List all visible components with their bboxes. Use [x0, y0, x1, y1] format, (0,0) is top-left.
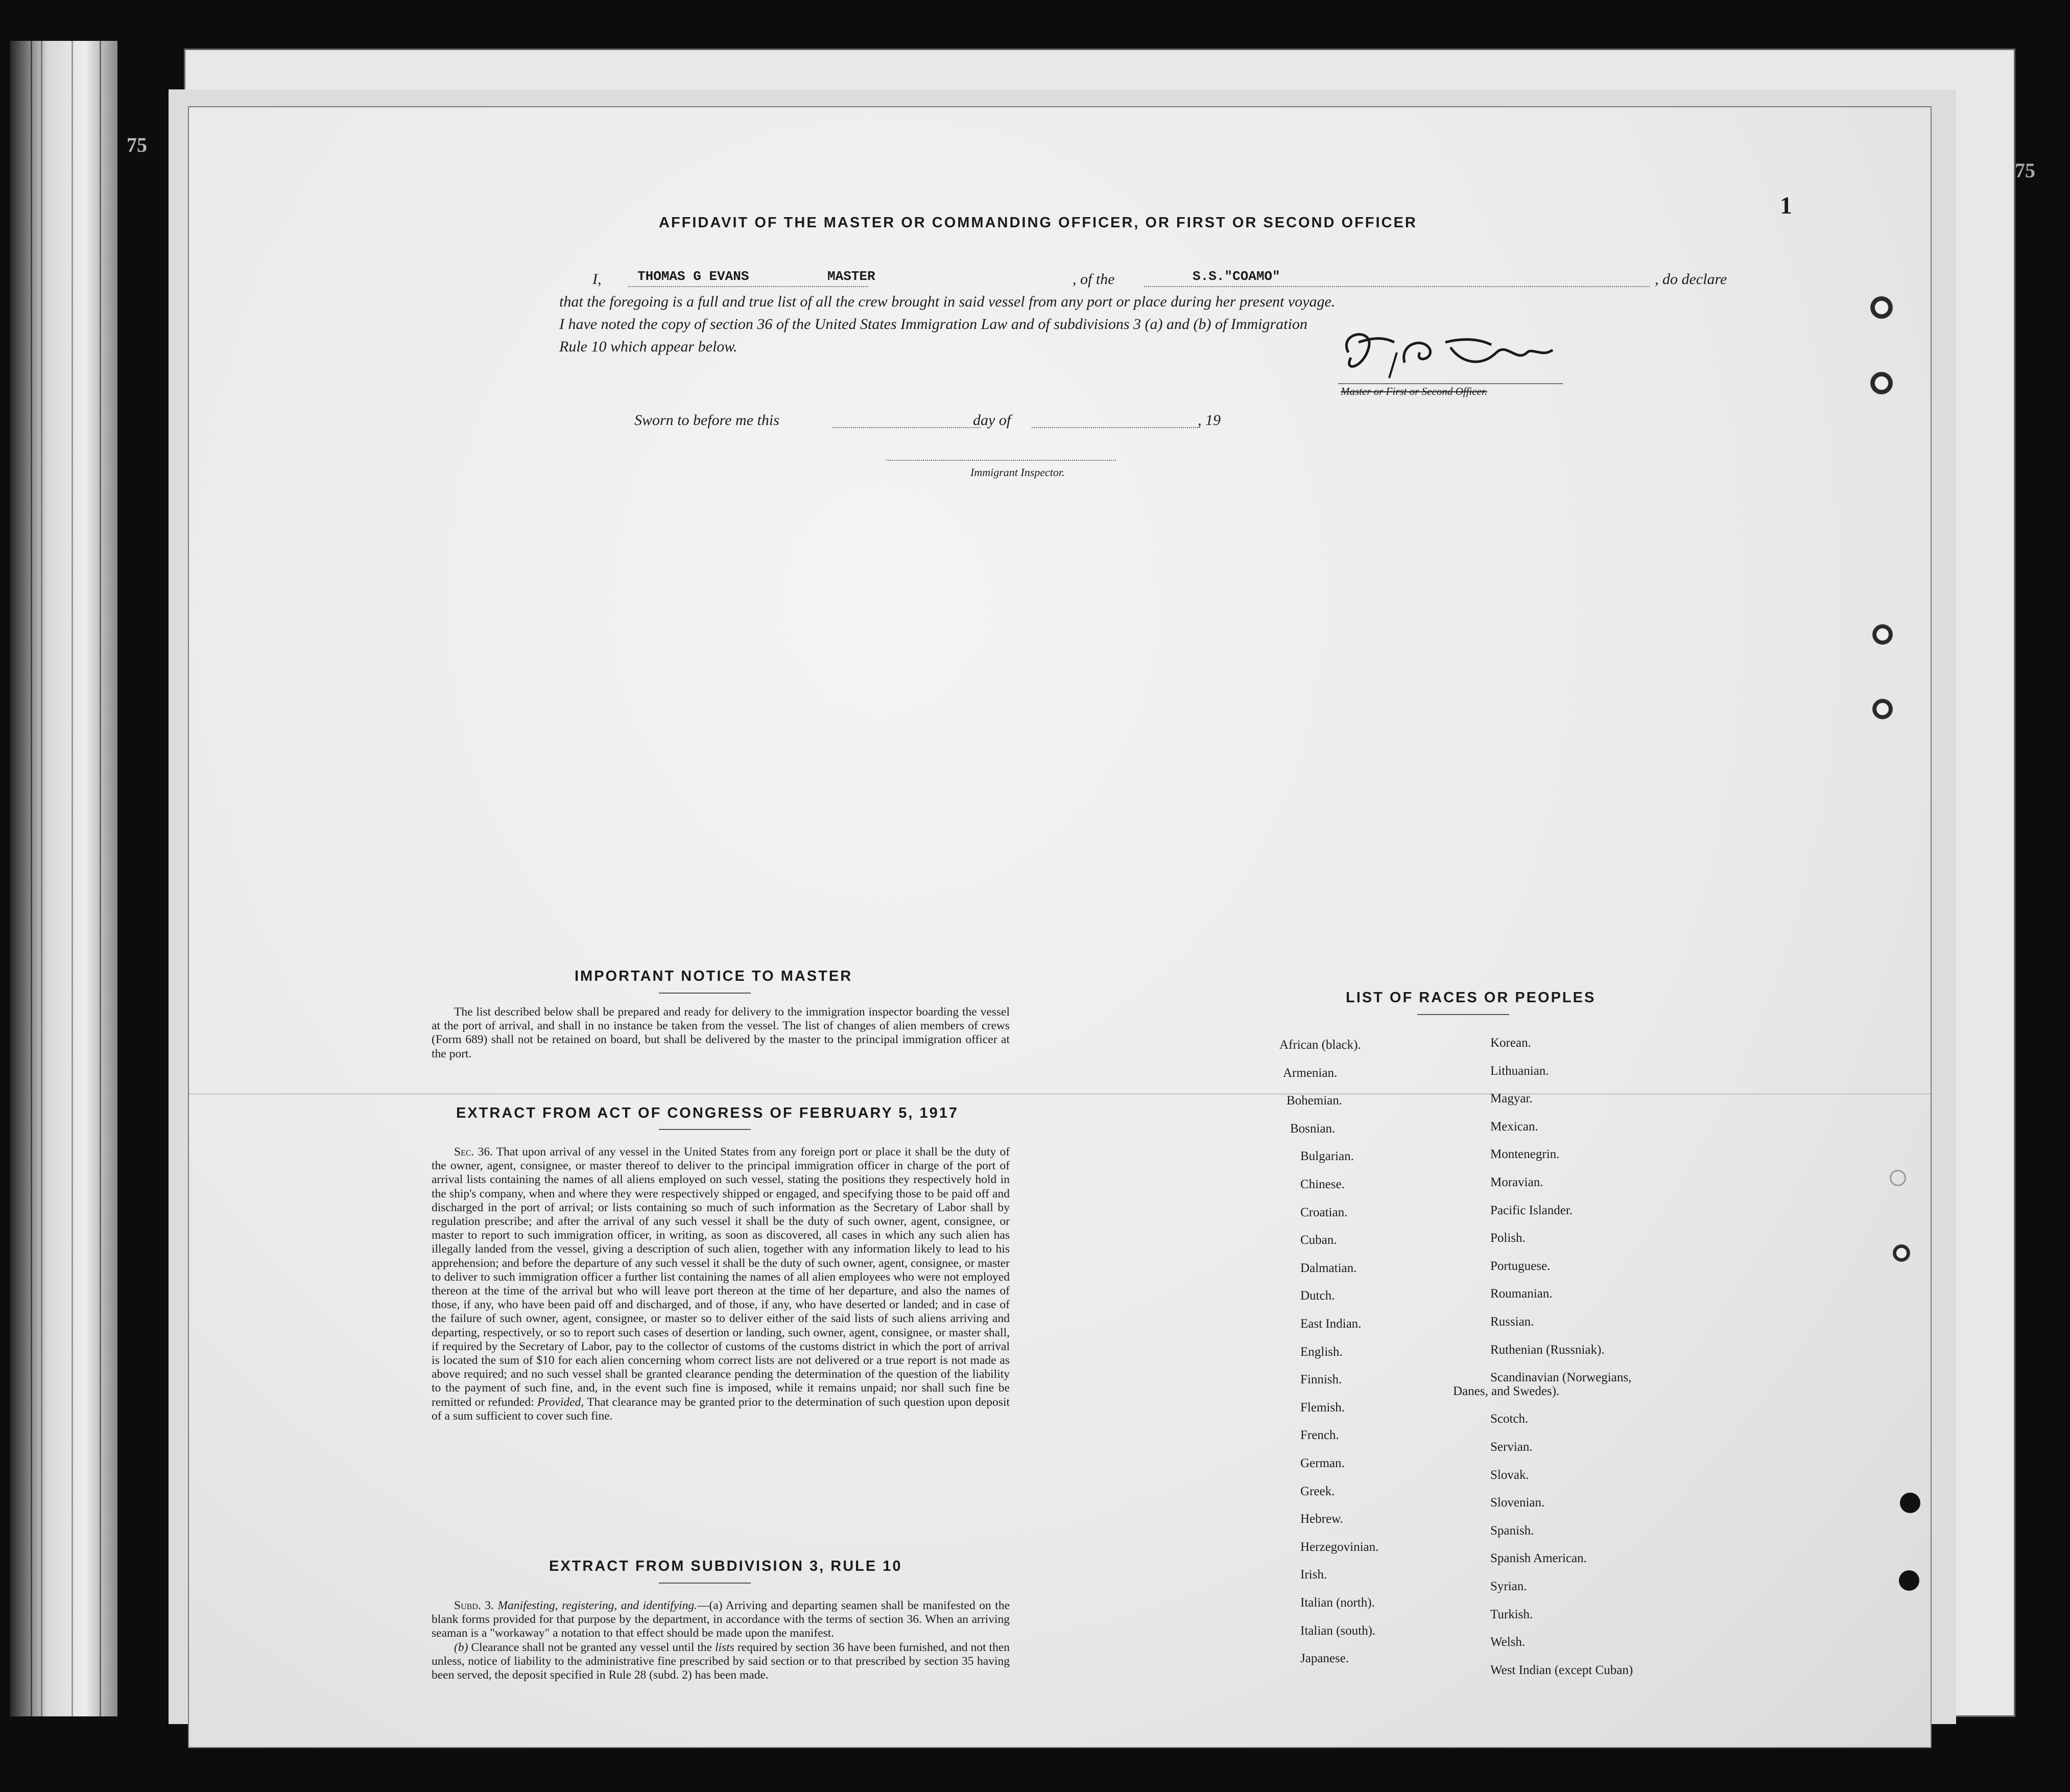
race-entry: Magyar.: [1490, 1092, 1533, 1106]
page-number: 1: [1780, 192, 1792, 219]
race-entry: East Indian.: [1300, 1317, 1362, 1331]
race-entry: Bosnian.: [1290, 1121, 1336, 1136]
race-entry: Hebrew.: [1300, 1512, 1343, 1526]
act-title-rule: [659, 1129, 751, 1130]
race-entry: Lithuanian.: [1490, 1064, 1549, 1078]
race-entry: Irish.: [1300, 1568, 1327, 1582]
race-entry: Chinese.: [1300, 1177, 1345, 1191]
race-entry: Spanish American.: [1490, 1551, 1587, 1566]
rule-subd-b: [432, 1641, 1010, 1683]
signature-line: [1338, 383, 1563, 384]
race-entry: Slovak.: [1490, 1468, 1529, 1482]
previous-page-edge: [10, 41, 117, 1716]
act-section-label: Sec. 36.: [454, 1145, 493, 1159]
race-entry: Mexican.: [1490, 1119, 1538, 1134]
notice-title: IMPORTANT NOTICE TO MASTER: [575, 968, 853, 984]
race-entry: Polish.: [1490, 1231, 1526, 1245]
race-entry: Dutch.: [1300, 1289, 1335, 1303]
race-entry: Pacific Islander.: [1490, 1203, 1573, 1217]
race-entry: Turkish.: [1490, 1607, 1533, 1621]
master-signature: [1328, 322, 1593, 383]
vessel-field-line: [1144, 286, 1650, 287]
race-entry: Russian.: [1490, 1315, 1534, 1329]
do-declare-label: , do declare: [1655, 271, 1727, 288]
rule-title-rule: [659, 1583, 751, 1584]
race-entry: Bohemian.: [1287, 1094, 1343, 1108]
notice-text: The list described below shall be prepared and ready for delivery to the immigration inspector boarding the vessel at the port of arrival, and shall in no instance be taken from the vessel. The list of changes of alien members of crews (Form 689) shall not be retained on board, but shall be delivered by the master to the principal immigration officer at the port.: [432, 1005, 1010, 1060]
race-entry: African (black).: [1279, 1038, 1361, 1052]
race-entry: Roumanian.: [1490, 1287, 1553, 1301]
race-entry: Cuban.: [1300, 1233, 1337, 1247]
punch-hole: [1870, 296, 1893, 319]
act-block: [432, 1145, 1010, 1423]
affidavit-line-4: Rule 10 which appear below.: [559, 338, 737, 355]
punch-hole: [1890, 1170, 1906, 1186]
signature-caption: Master or First or Second Officer.: [1341, 385, 1487, 397]
subd-b-text-2: required by section 36 have been furnished, and not then unless, notice of liability to the administrative fine prescribed by said section or to that prescribed by section 35 having been served, the deposit specified in Rule 28 (subd. 2) has been made.: [432, 1640, 1010, 1682]
race-entry: German.: [1300, 1456, 1345, 1470]
race-entry: Scotch.: [1490, 1412, 1529, 1426]
day-of-label: day of: [973, 412, 1011, 429]
race-entry: Croatian.: [1300, 1205, 1348, 1219]
race-entry: Ruthenian (Russniak).: [1490, 1342, 1605, 1357]
affidavit-pronoun: I,: [592, 271, 602, 288]
sworn-day-line: [832, 427, 981, 428]
race-entry: Herzegovinian.: [1300, 1540, 1379, 1554]
punch-hole: [1872, 699, 1893, 719]
race-entry: Greek.: [1300, 1484, 1335, 1498]
sworn-label: Sworn to before me this: [634, 412, 779, 429]
race-entry: French.: [1300, 1428, 1339, 1443]
year-label: , 19: [1198, 412, 1221, 429]
race-entry: Moravian.: [1490, 1175, 1543, 1189]
act-text-paragraph: [432, 1145, 1010, 1423]
race-entry: Scandinavian (Norwegians,: [1490, 1371, 1632, 1385]
race-entry: Danes, and Swedes).: [1453, 1384, 1560, 1398]
right-margin-mark: 75: [2015, 159, 2035, 182]
of-the-label: , of the: [1073, 271, 1115, 288]
vessel-name: S.S."COAMO": [1193, 269, 1280, 284]
race-entry: Armenian.: [1283, 1066, 1338, 1080]
race-entry: West Indian (except Cuban): [1490, 1663, 1633, 1677]
subd-a-label: —(a): [697, 1599, 723, 1612]
race-entry: Slovenian.: [1490, 1496, 1545, 1510]
master-name: THOMAS G EVANS: [637, 269, 749, 284]
race-entry: Korean.: [1490, 1036, 1531, 1050]
races-title: LIST OF RACES OR PEOPLES: [1346, 989, 1596, 1006]
race-entry: Dalmatian.: [1300, 1261, 1357, 1275]
sworn-month-line: [1032, 427, 1200, 428]
notice-block: [432, 1005, 1010, 1061]
inspector-line: [886, 460, 1116, 461]
master-rank: MASTER: [827, 269, 875, 284]
race-entry: Bulgarian.: [1300, 1149, 1354, 1164]
rule-block: [432, 1599, 1010, 1682]
affidavit-title: AFFIDAVIT OF THE MASTER OR COMMANDING OFFICER, OR FIRST OR SECOND OFFICER: [659, 215, 1417, 231]
punch-hole: [1893, 1244, 1910, 1262]
punch-hole: [1872, 624, 1893, 645]
left-margin-mark: 75: [127, 133, 147, 156]
race-entry: Montenegrin.: [1490, 1147, 1560, 1162]
act-text: That upon arrival of any vessel in the United States from any foreign port or place it shall be the duty of the owner, agent, consignee, or master thereof to deliver to the principal immigration officer in charge of the port of arrival lists containing the names of all aliens employed on such vessel, stating the positions they respectively hold in the ship's company, when and where they were respectively shipped or engaged, and specifying those to be paid off and discharged in the port of arrival; or lists containing so much of such information as the Secretary of Labor shall by regulation prescribe; and after the arrival of any such vessel it shall be the duty of such owner, agent, consignee, or master to report to such immigration officer, in writing, as soon as discovered, all cases in which any such alien has illegally landed from the vessel, giving a description of such alien, together with any information likely to lead to his apprehension; and before the departure of any such vessel it shall be the duty of such owner, agent, consignee, or master to deliver to such immigration officer a further list containing the names of all alien employees who were not employed thereon at the time of the arrival but who will leave port thereon at the time of her departure, and also the names of those, if any, who have been paid off and discharged, and of those, if any, who have deserted or landed; and in case of the failure of such owner, agent, consignee, or master so to deliver either of the said lists of such aliens arriving and departing, respectively, or so to report such cases of desertion or landing, such owner, agent, consignee, or master shall, if required by the Secretary of Labor, pay to the collector of customs of the customs district in which the port of arrival is located the sum of $10 for each alien concerning whom correct lists are not delivered or a true report is not made as above required; and no such vessel shall be granted clearance pending the determination of the question of the liability to the payment of such fine, and, in the event such fine is imposed, while it remains unpaid; nor shall such fine be remitted or refunded:: [432, 1145, 1010, 1409]
race-entry: Italian (north).: [1300, 1596, 1375, 1610]
rule-subd-a: [432, 1599, 1010, 1641]
race-entry: Italian (south).: [1300, 1623, 1376, 1638]
manifest-page: [189, 107, 1931, 1747]
subd-b-text-1: Clearance shall not be granted any vessel until the: [471, 1640, 712, 1654]
punch-hole: [1870, 372, 1893, 394]
act-text-end: That clearance may be granted prior to the determination of such question upon deposit of a sum sufficient to cover such fine.: [432, 1395, 1010, 1423]
act-provided: Provided,: [537, 1395, 584, 1409]
affidavit-line-2: that the foregoing is a full and true list of all the crew brought in said vessel from any port or place during her present voyage.: [559, 293, 1336, 310]
subd-label: Subd. 3.: [454, 1599, 494, 1612]
race-entry: Syrian.: [1490, 1579, 1527, 1593]
subd-a-text: Arriving and departing seamen shall be manifested on the blank forms provided for that purpose by the department, in accordance with the terms of section 36. When an arriving seaman is a "workaway" a notation to that effect should be made upon the manifest.: [432, 1599, 1010, 1640]
affidavit-line-3: I have noted the copy of section 36 of the United States Immigration Law and of subdivisions 3 (a) and (b) of Immigration: [559, 316, 1307, 333]
race-entry: Spanish.: [1490, 1523, 1534, 1538]
race-entry: Servian.: [1490, 1440, 1533, 1454]
subd-b-label: (b): [454, 1640, 468, 1654]
punch-hole: [1899, 1570, 1919, 1591]
race-entry: Portuguese.: [1490, 1259, 1551, 1273]
race-entry: Finnish.: [1300, 1373, 1342, 1387]
inspector-caption: Immigrant Inspector.: [970, 466, 1065, 479]
rule-title: EXTRACT FROM SUBDIVISION 3, RULE 10: [549, 1558, 902, 1574]
race-entry: Flemish.: [1300, 1400, 1345, 1414]
notice-title-rule: [659, 993, 751, 994]
subd-heading: Manifesting, registering, and identifying.: [497, 1599, 697, 1612]
punch-hole: [1900, 1493, 1920, 1513]
race-entry: Welsh.: [1490, 1635, 1526, 1649]
subd-b-lists: lists: [715, 1640, 734, 1654]
race-entry: English.: [1300, 1345, 1343, 1359]
name-field-line: [628, 286, 868, 287]
act-title: EXTRACT FROM ACT OF CONGRESS OF FEBRUARY 5, 1917: [456, 1105, 959, 1121]
race-entry: Japanese.: [1300, 1652, 1349, 1666]
fold-line: [189, 1093, 1931, 1095]
races-title-rule: [1417, 1014, 1509, 1015]
